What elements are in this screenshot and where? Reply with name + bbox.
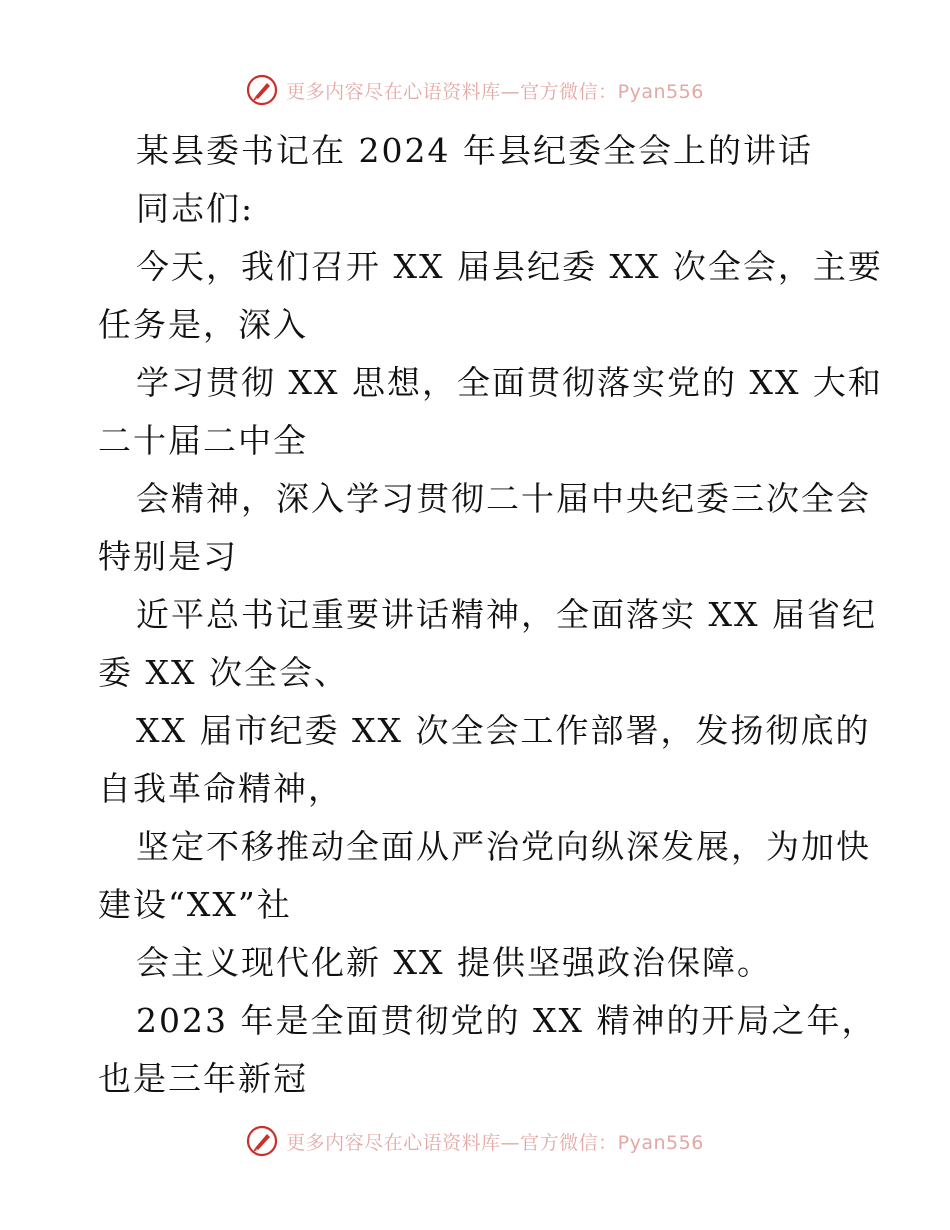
- paragraph-line: 委 XX 次全会、: [98, 653, 349, 692]
- paragraph-line: 2023 年是全面贯彻党的 XX 精神的开局之年，: [136, 1001, 877, 1040]
- paragraph-line: 今天，我们召开 XX 届县纪委 XX 次全会，主要: [136, 247, 883, 286]
- paragraph-line: 学习贯彻 XX 思想，全面贯彻落实党的 XX 大和: [136, 363, 883, 402]
- document-title: 某县委书记在 2024 年县纪委全会上的讲话: [136, 131, 813, 170]
- paragraph-line: 会主义现代化新 XX 提供坚强政治保障。: [136, 943, 772, 982]
- paragraph-line: 也是三年新冠: [98, 1059, 308, 1098]
- paragraph-line: XX 届市纪委 XX 次全会工作部署，发扬彻底的: [136, 711, 871, 750]
- paragraph-line: 二十届二中全: [98, 421, 308, 460]
- paragraph-line: 自我革命精神，: [98, 769, 343, 808]
- quill-pen-logo-icon: [246, 1125, 278, 1157]
- paragraph-line: 任务是，深入: [98, 305, 308, 344]
- quill-pen-logo-icon: [246, 74, 278, 106]
- paragraph-line: 特别是习: [98, 537, 238, 576]
- watermark-text: 更多内容尽在心语资料库—官方微信：Pyan556: [286, 1131, 704, 1154]
- header-watermark: [0, 70, 950, 110]
- salutation: 同志们:: [136, 189, 255, 228]
- watermark-text: 更多内容尽在心语资料库—官方微信：Pyan556: [286, 80, 704, 103]
- footer-watermark: [0, 1121, 950, 1161]
- paragraph-line: 建设“XX”社: [98, 885, 292, 924]
- paragraph-line: 会精神，深入学习贯彻二十届中央纪委三次全会: [136, 479, 871, 518]
- paragraph-line: 近平总书记重要讲话精神，全面落实 XX 届省纪: [136, 595, 877, 634]
- paragraph-line: 坚定不移推动全面从严治党向纵深发展，为加快: [136, 827, 871, 866]
